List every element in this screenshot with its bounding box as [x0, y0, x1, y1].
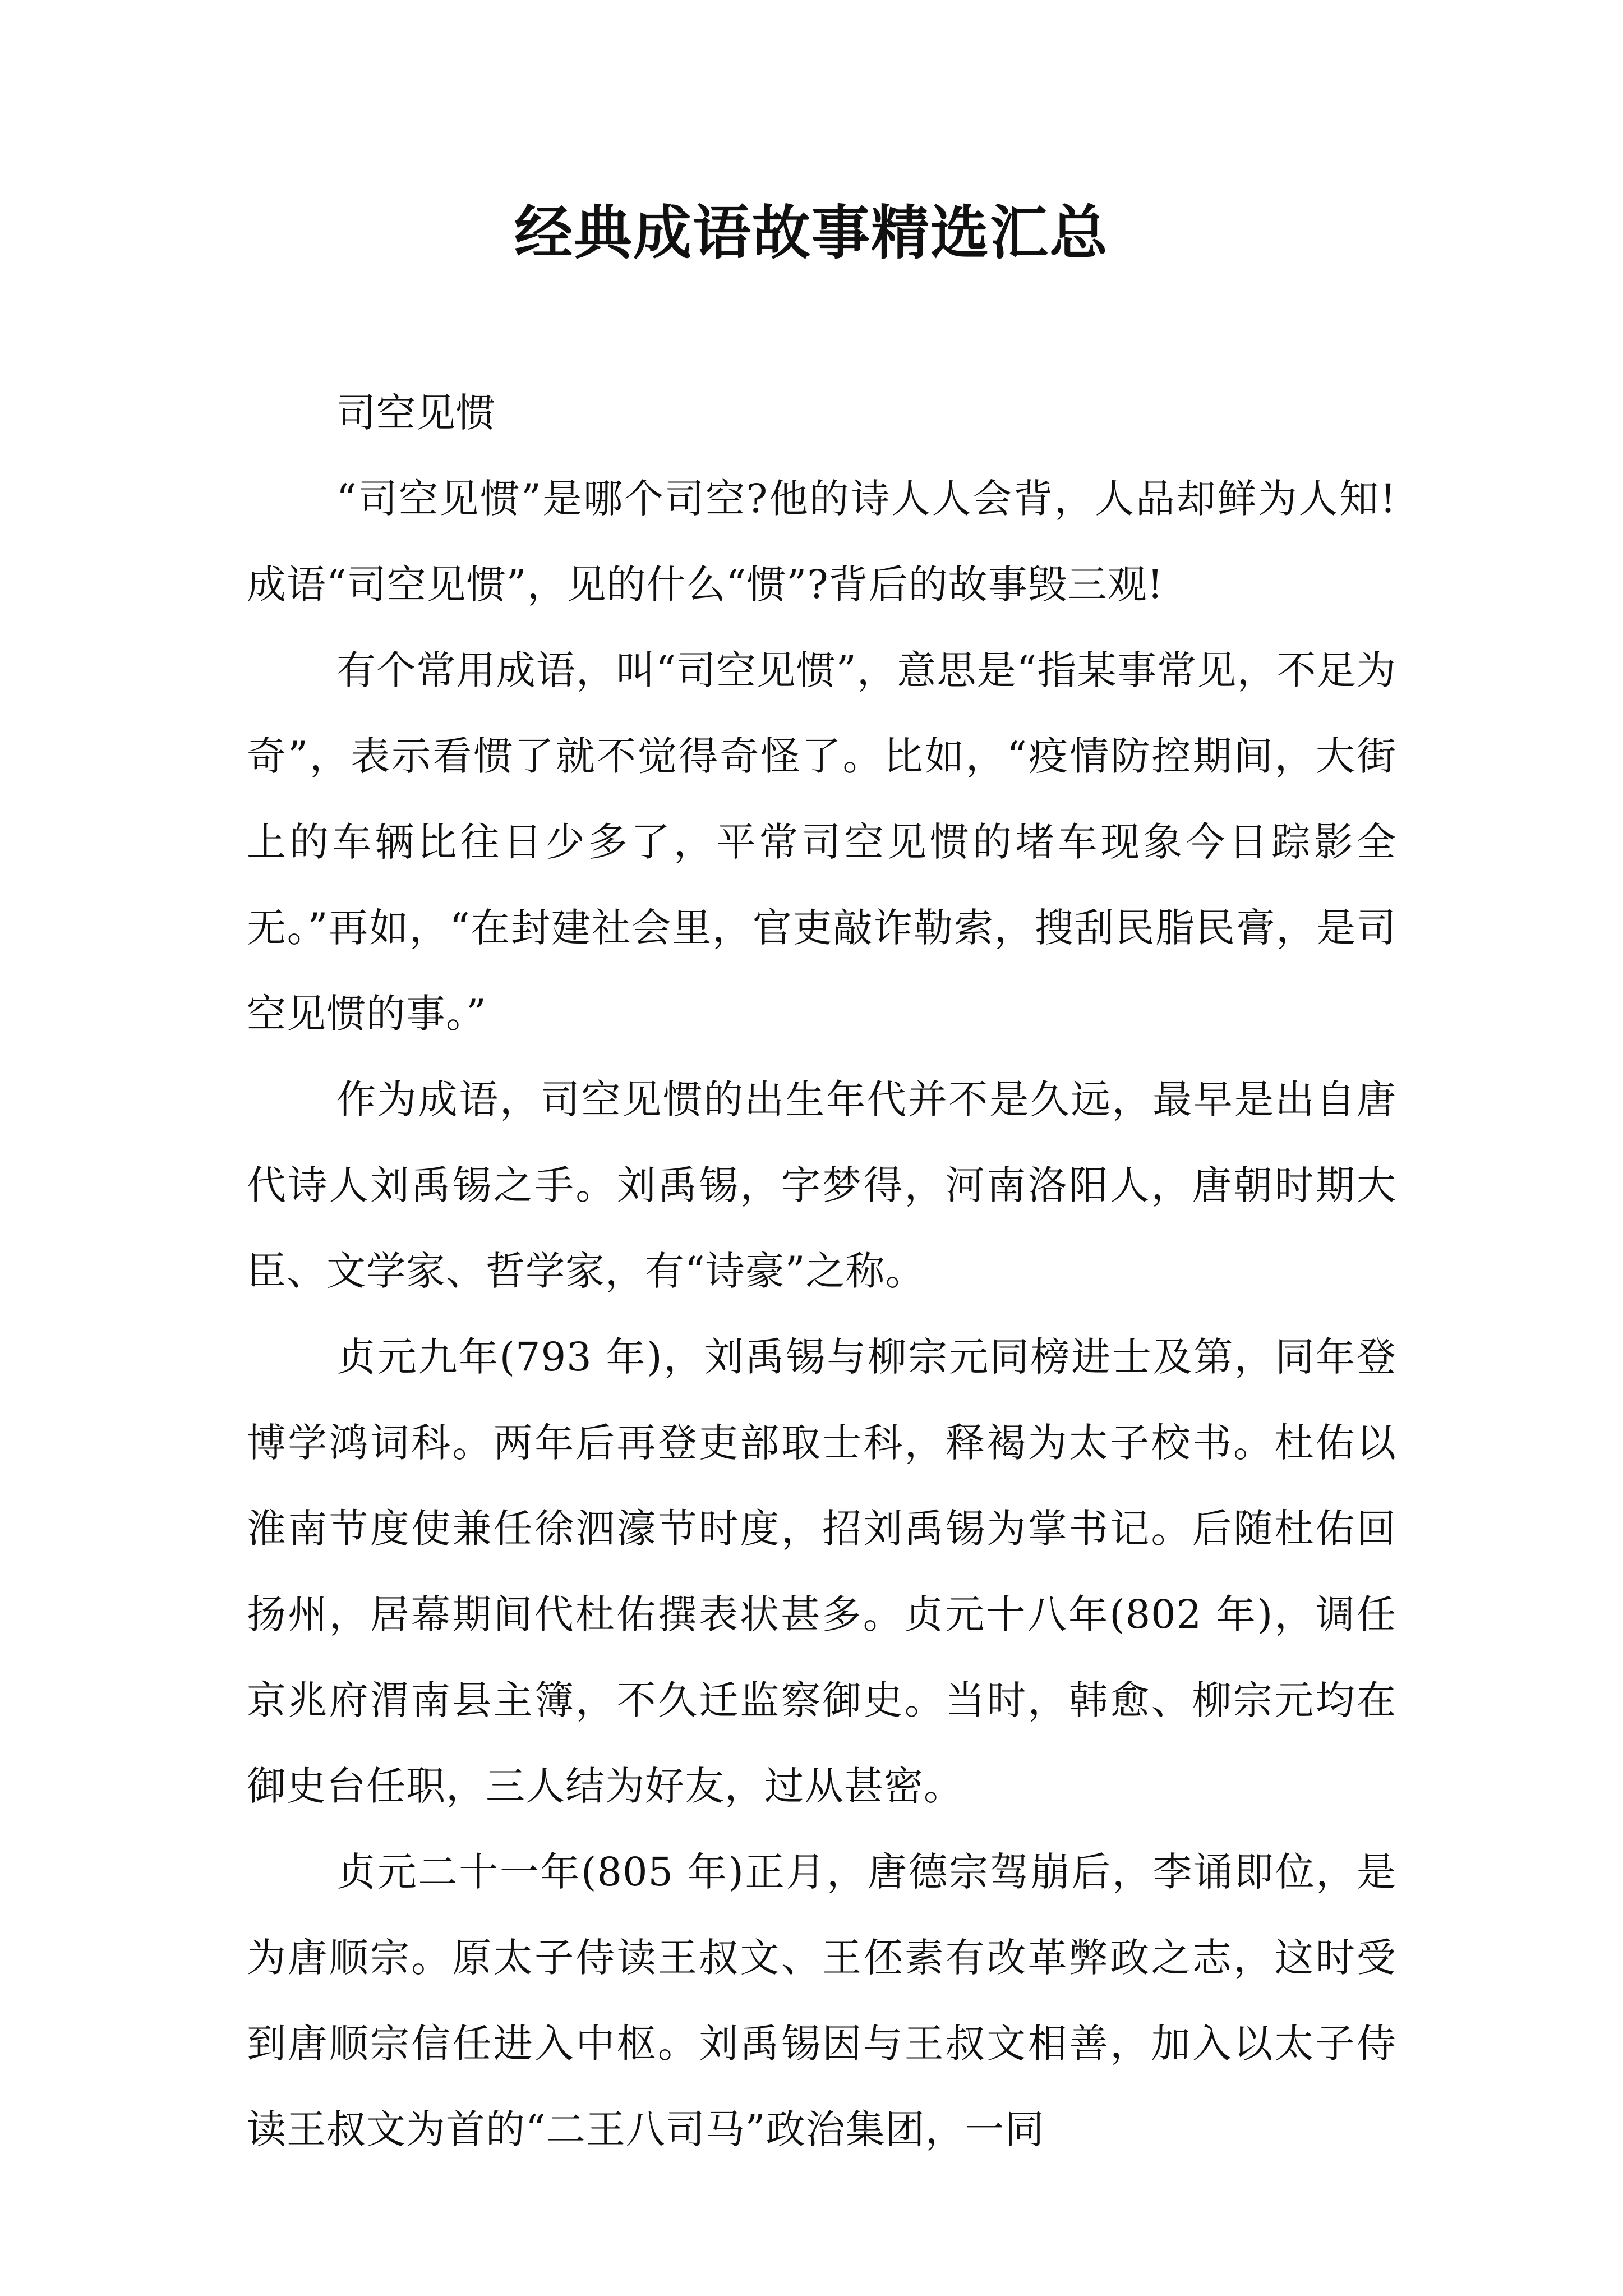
document-body — [247, 370, 1396, 2173]
document-title: 经典成语故事精选汇总 — [514, 199, 1109, 267]
paragraph: “司空见惯”是哪个司空?他的诗人人会背，人品却鲜为人知!成语“司空见惯”，见的什么“惯”?背后的故事毁三观! — [247, 476, 1396, 608]
paragraph: 作为成语，司空见惯的出生年代并不是久远，最早是出自唐代诗人刘禹锡之手。刘禹锡，字梦得，河南洛阳人，唐朝时期大臣、文学家、哲学家，有“诗豪”之称。 — [247, 1076, 1396, 1294]
section-heading: 司空见惯 — [336, 390, 496, 436]
paragraph: 有个常用成语，叫“司空见惯”，意思是“指某事常见，不足为奇”，表示看惯了就不觉得奇怪了。比如，“疫情防控期间，大街上的车辆比往日少多了，平常司空见惯的堵车现象今日踪影全无。”再如，“在封建社会里，官吏敲诈勒索，搜刮民脂民膏，是司空见惯的事。” — [247, 647, 1396, 1037]
paragraph: 贞元九年(793 年)，刘禹锡与柳宗元同榜进士及第，同年登博学鸿词科。两年后再登吏部取士科，释褐为太子校书。杜佑以淮南节度使兼任徐泗濠节时度，招刘禹锡为掌书记。后随杜佑回扬州，居幕期间代杜佑撰表状甚多。贞元十八年(802 年)，调任京兆府渭南县主簿，不久迁监察御史。当时，韩愈、柳宗元均在御史台任职，三人结为好友，过从甚密。 — [247, 1334, 1396, 1809]
paragraph: 贞元二十一年(805 年)正月，唐德宗驾崩后，李诵即位，是为唐顺宗。原太子侍读王叔文、王伾素有改革弊政之志，这时受到唐顺宗信任进入中枢。刘禹锡因与王叔文相善，加入以太子侍读王叔文为首的“二王八司马”政治集团，一同 — [247, 1849, 1396, 2152]
